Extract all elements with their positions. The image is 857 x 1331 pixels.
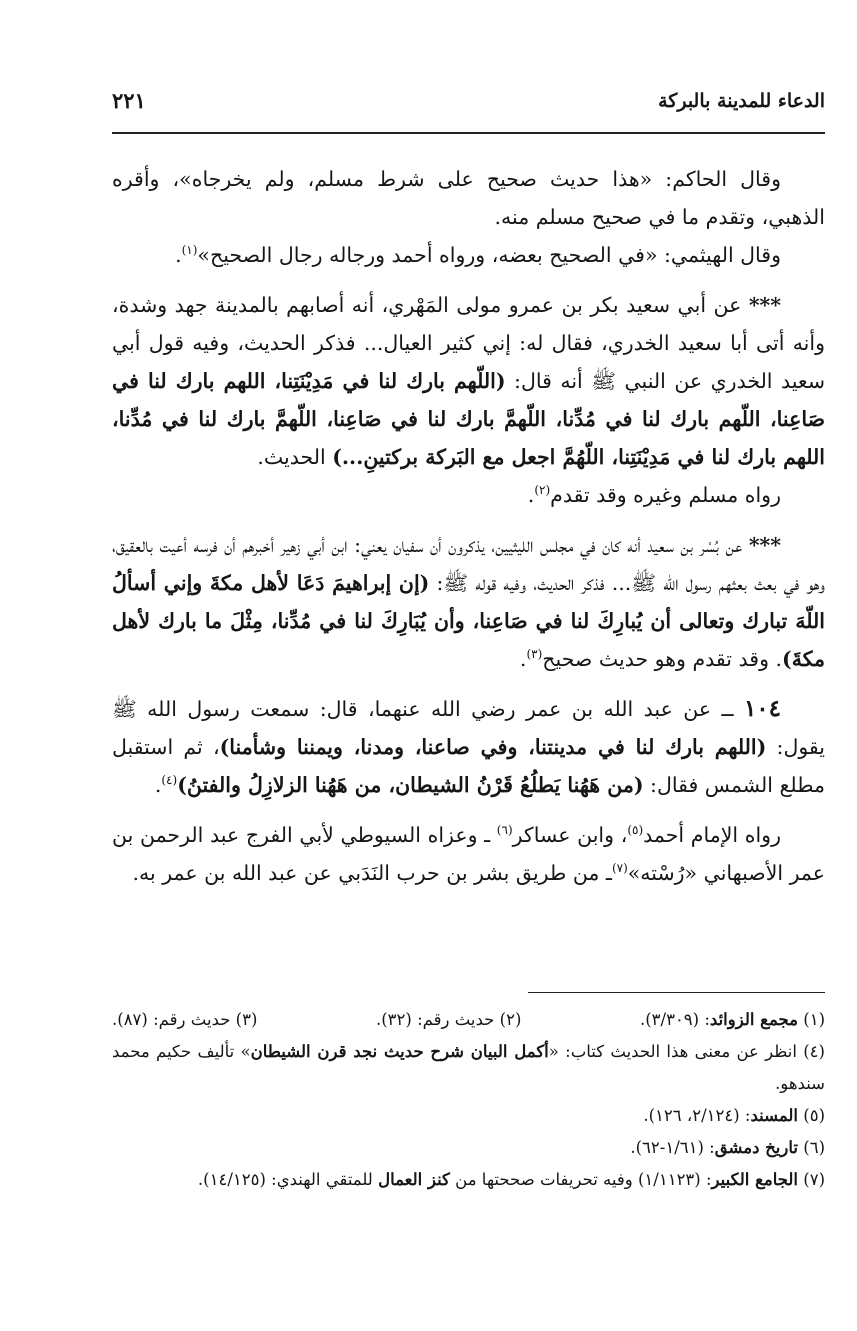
footnote-ref[interactable]: (١) xyxy=(181,243,198,258)
hadith-quote: (اللّهم بارك لنا في مَدِيْنَتِنا، اللهم بارك لنا في صَاعِنا، اللّهم بارك لنا في مُدِّنا، اللّهمَّ بارك لنا في صَاعِنا، اللّهمَّ بارك لنا في مُدِّنا، اللهم بارك لنا في مَدِيْنَتِنا، اللّهُمَّ اجعل مع البَركة بركتينِ...) xyxy=(112,369,825,469)
footnote-ref[interactable]: (٦) xyxy=(496,823,513,838)
paragraph-text: عن أبي سعيد بكر بن عمرو مولى المَهْري، أنه أصابهم بالمدينة جهد وشدة، وأنه أتى أبا سعيد الخدري، فقال له: إني كثير العيال... فذكر الحديث، وفيه قول أبي سعيد الخدري عن النبي ﷺ أنه قال: xyxy=(112,293,825,393)
paragraph-muslim: رواه مسلم وغيره وقد تقدم$^{(٢)}$. xyxy=(527,483,781,507)
footnote-4 xyxy=(112,1036,825,1100)
hadith-number: ١٠٤ xyxy=(743,695,781,722)
paragraph-text: رواه مسلم وغيره وقد تقدم xyxy=(550,483,781,507)
paragraph-text: رواه الإمام أحمد xyxy=(643,823,781,847)
paragraph-text: ، وابن عساكر xyxy=(512,823,628,847)
footnote-text: : (٣/٣٠٩). xyxy=(639,1010,710,1029)
hadith-quote: (من هَهُنا يَطلُعُ قَرْنُ الشيطان، من هَهُنا الزلازِلُ والفتنُ) xyxy=(177,773,644,797)
main-text xyxy=(112,160,825,892)
footnote-label: (١) xyxy=(798,1010,825,1029)
paragraph-text: الحديث. xyxy=(257,445,333,469)
footnote-ref[interactable]: (٤) xyxy=(161,773,178,788)
paragraph-hakim xyxy=(112,160,825,236)
asterisks-marker: *** xyxy=(748,293,781,317)
footnote-text: : (٢/١٢٤، ١٢٦). xyxy=(643,1106,751,1125)
paragraph-abu-said xyxy=(112,286,825,476)
hadith-quote: (اللهم بارك لنا في مدينتنا، وفي صاعنا، ومدنا، ويمننا وشأمنا) xyxy=(219,735,767,759)
footnote-text: : (١/١١٢٣) وفيه تحريفات صححتها من xyxy=(449,1170,712,1189)
footnote-7 xyxy=(112,1164,825,1196)
paragraph-text: وقال الحاكم: «هذا حديث صحيح على شرط مسلم، ولم يخرجاه»، وأقره الذهبي، وتقدم ما في صحيح مسلم منه. xyxy=(112,167,825,229)
footnote-text: (٤) انظر عن معنى هذا الحديث كتاب: « xyxy=(548,1042,825,1061)
footnotes xyxy=(112,1004,825,1196)
page-header xyxy=(112,84,825,116)
paragraph-text: عن بُسْر بن سعيد أنه كان في مجلس الليثيين، يذكرون أن سفيان يعني: ابن أبي زهير أخبرهم أن فرسه أعيت بالعقيق، وهو في بعث بعثهم رسول الله ﷺ... فذكر الحديث، وفيه قوله ﷺ: xyxy=(112,533,825,595)
paragraph-hadith-104: ١٠٤ ــ عن عبد الله بن عمر رضي الله عنهما، قال: سمعت رسول الله ﷺ يقول: (اللهم بارك لنا في مدينتنا، وفي صاعنا، ومدنا، ويمننا وشأمنا)، ثم استقبل مطلع الشمس فقال: (من هَهُنا يَطلُعُ قَرْنُ الشيطان، من هَهُنا الزلازِلُ والفتنُ)$^{(٤)}$. xyxy=(112,695,826,797)
header-rule xyxy=(112,132,825,134)
hadith-quote: (إن إبراهيمَ دَعَا لأهل مكةَ وإني أسألُ اللّهَ تبارك وتعالى أن يُبارِكَ لنا في صَاعِنا، وأن يُبَارِكَ لنا في مُدِّنا، مِثْلَ ما بارك لأهل مكةَ) xyxy=(112,571,825,671)
paragraph-text: وقال الهيثمي: «في الصحيح بعضه، ورواه أحمد ورجاله رجال الصحيح» xyxy=(197,243,781,267)
paragraph-sources xyxy=(112,816,825,892)
footnote-ref[interactable]: (٢) xyxy=(534,483,551,498)
running-title: الدعاء للمدينة بالبركة xyxy=(658,90,825,112)
footnote-6 xyxy=(112,1132,825,1164)
footnote-label: (٧) xyxy=(798,1170,825,1189)
footnote-label: (٥) xyxy=(798,1106,825,1125)
footnote-1 xyxy=(640,1004,825,1036)
paragraph-text: ـ وعزاه السيوطي لأبي الفرج عبد الرحمن بن عمر الأصبهاني «رُسْته» xyxy=(112,823,825,885)
footnote-3: (٣) حديث رقم: (٨٧). xyxy=(112,1010,258,1029)
footnote-rule xyxy=(528,992,825,993)
paragraph-text: . وقد تقدم وهو حديث صحيح xyxy=(542,647,782,671)
footnote-source: مجمع الزوائد xyxy=(709,1010,798,1029)
paragraph-haythami: وقال الهيثمي: «في الصحيح بعضه، ورواه أحمد ورجاله رجال الصحيح»$^{(١)}$. xyxy=(175,243,781,267)
footnote-ref[interactable]: (٥) xyxy=(627,823,644,838)
footnote-source: المسند xyxy=(750,1106,798,1125)
paragraph-text: ـ من طريق بشر بن حرب النَدَبي عن عبد الله بن عمر به. xyxy=(132,861,612,885)
footnote-source: تاريخ دمشق xyxy=(714,1138,798,1157)
footnote-ref[interactable]: (٣) xyxy=(526,647,543,662)
page-number: ٢٢١ xyxy=(112,88,146,113)
footnote-text: » تأليف حكيم محمد سندهو. xyxy=(112,1042,825,1093)
paragraph-text: ــ عن عبد الله بن عمر رضي الله عنهما، قال: سمعت رسول الله ﷺ يقول: xyxy=(112,697,826,759)
footnote-ref[interactable]: (٧) xyxy=(611,861,628,876)
paragraph-text: ، ثم استقبل مطلع الشمس فقال: xyxy=(112,735,825,797)
asterisks-marker: *** xyxy=(748,533,781,557)
footnote-text: : (١/٦١-٦٢). xyxy=(630,1138,715,1157)
footnote-2: (٢) حديث رقم: (٣٢). xyxy=(375,1010,522,1029)
footnote-5 xyxy=(112,1100,825,1132)
footnote-label: (٦) xyxy=(798,1138,825,1157)
footnote-text: للمتقي الهندي: (١٤/١٢٥). xyxy=(197,1170,379,1189)
footnote-source: الجامع الكبير xyxy=(711,1170,798,1189)
footnote-row xyxy=(112,1004,825,1036)
footnote-source: أكمل البيان شرح حديث نجد قرن الشيطان xyxy=(250,1042,549,1061)
footnote-source: كنز العمال xyxy=(378,1170,450,1189)
paragraph-busr: *** عن بُسْر بن سعيد أنه كان في مجلس الليثيين، يذكرون أن سفيان يعني: ابن أبي زهير أخبرهم أن فرسه أعيت بالعقيق، وهو في بعث بعثهم رسول الله ﷺ... فذكر الحديث، وفيه قوله ﷺ: (إن إبراهيمَ دَعَا لأهل مكةَ وإني أسألُ اللّهَ تبارك وتعالى أن يُبارِكَ لنا في صَاعِنا، وأن يُبَارِكَ لنا في مُدِّنا، مِثْلَ ما بارك لأهل مكةَ). وقد تقدم وهو حديث صحيح$^{(٣)}$. xyxy=(112,533,825,671)
